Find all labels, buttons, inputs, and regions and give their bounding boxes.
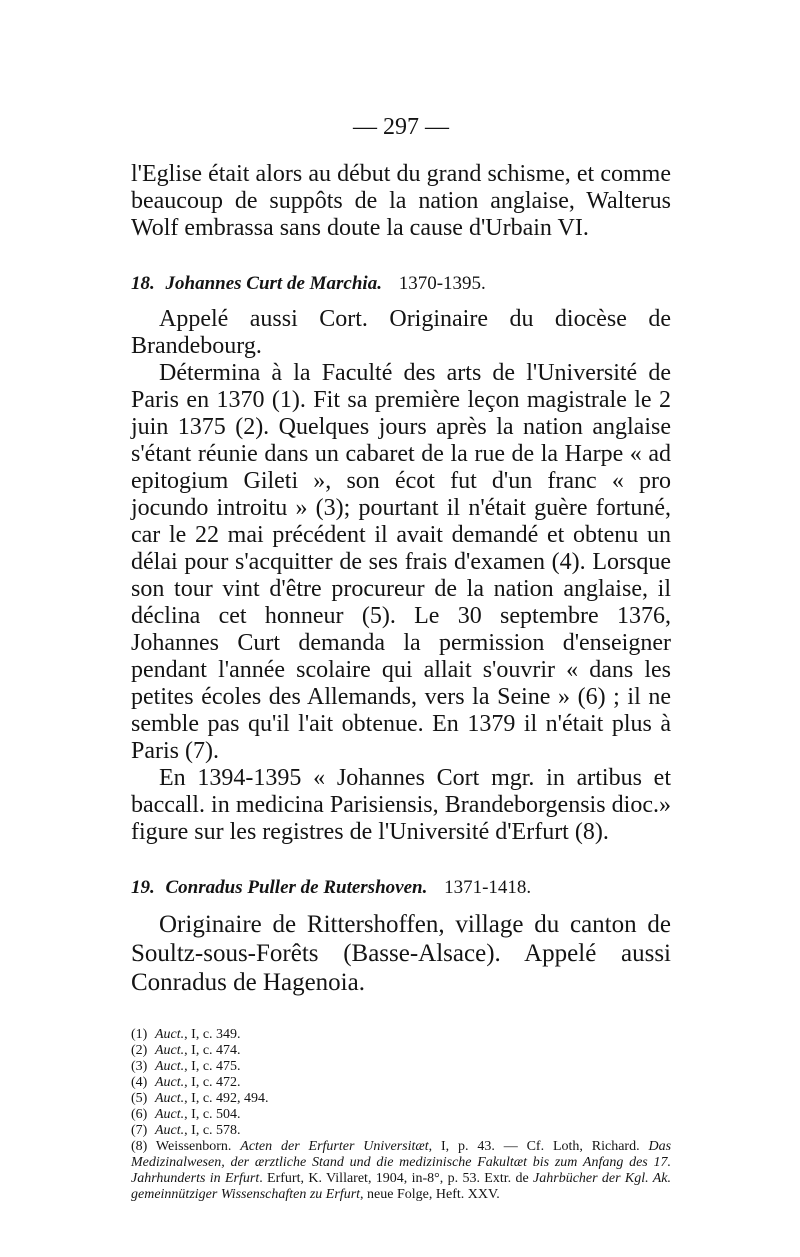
intro-paragraph: l'Eglise était alors au début du grand schisme, et comme beaucoup de suppôts de la nation anglaise, Walterus Wolf embrassa sans doute la cause d'Urbain VI. (131, 161, 671, 241)
book-page (131, 100, 671, 1203)
footnote-title: Acten der Erfurter Universitæt (240, 1139, 429, 1154)
footnote-4 (131, 1075, 671, 1091)
footnote-ref: Auct. (155, 1107, 185, 1122)
footnote-8 (131, 1139, 671, 1203)
footnote-7 (131, 1123, 671, 1139)
footnote-3 (131, 1059, 671, 1075)
entry-19-paragraph-1: Originaire de Rittershoffen, village du canton de Soultz-sous-Forêts (Basse-Alsace). Appelé aussi Conradus de Hagenoia. (131, 911, 671, 996)
entry-name: Conradus Puller de Rutershoven. (165, 877, 428, 898)
footnote-ref: Auct. (155, 1123, 185, 1138)
footnote-mark: (3) (131, 1059, 148, 1074)
footnote-ref: Auct. (155, 1075, 185, 1090)
footnote-text: . Erfurt, K. Villaret, 1904, in-8°, p. 53. Extr. de (259, 1171, 534, 1186)
entry-number: 18. (131, 273, 155, 294)
entry-name: Johannes Curt de Marchia. (165, 273, 382, 294)
footnote-ref: Auct. (155, 1027, 185, 1042)
entry-heading-18 (131, 272, 671, 296)
entry-heading-19 (131, 876, 671, 900)
footnote-mark: (6) (131, 1107, 148, 1122)
footnote-text: , I, c. 475. (184, 1059, 241, 1074)
footnote-text: , I, c. 492, 494. (184, 1091, 269, 1106)
entry-18-paragraph-2: Détermina à la Faculté des arts de l'Université de Paris en 1370 (1). Fit sa première leçon magistrale le 2 juin 1375 (2). Quelques jours après la nation anglaise s'étant réunie dans un cabaret de la rue de la Harpe « ad epitogium Gileti », son écot fut d'un franc « pro jocundo introitu » (3); pourtant il n'était guère fortuné, car le 22 mai précédent il avait demandé et obtenu un délai pour s'acquitter de ses frais d'examen (4). Lorsque son tour vint d'être procureur de la nation anglaise, il déclina cet honneur (5). Le 30 septembre 1376, Johannes Curt demanda la permission d'enseigner pendant l'année scolaire qui allait s'ouvrir « dans les petites écoles des Allemands, vers la Seine » (6) ; il ne semble pas qu'il l'ait obtenue. En 1379 il n'était plus à Paris (7). (131, 360, 671, 764)
footnote-text: , I, c. 504. (184, 1107, 241, 1122)
footnote-text: , I, c. 472. (184, 1075, 241, 1090)
page-number: — 297 — (353, 114, 449, 140)
footnote-6 (131, 1107, 671, 1123)
footnote-mark: (5) (131, 1091, 148, 1106)
footnote-text: , I, c. 578. (184, 1123, 241, 1138)
footnote-2 (131, 1043, 671, 1059)
footnote-text: , I, p. 43. — Cf. Loth, Richard. (428, 1139, 649, 1154)
footnote-text: , I, c. 349. (184, 1027, 241, 1042)
footnote-ref: Auct. (155, 1043, 185, 1058)
footnote-5 (131, 1091, 671, 1107)
footnote-mark: (2) (131, 1043, 148, 1058)
footnote-1 (131, 1027, 671, 1043)
entry-number: 19. (131, 877, 155, 898)
footnote-ref: Auct. (155, 1091, 185, 1106)
footnote-text: Weissenborn. (147, 1139, 241, 1154)
entry-18-paragraph-3: En 1394-1395 « Johannes Cort mgr. in artibus et baccall. in medicina Parisiensis, Brandeborgensis dioc.» figure sur les registres de l'Université d'Erfurt (8). (131, 765, 671, 845)
footnote-text: , neue Folge, Heft. XXV. (360, 1187, 500, 1202)
entry-dates: 1370-1395. (398, 273, 486, 294)
footnote-mark: (1) (131, 1027, 148, 1042)
footnote-title: Das Medizinalwesen, der ærztliche Stand und die medizinische Fakultæt bis zum Anfang des 17. Jahrhunderts in Erfurt (131, 1139, 672, 1186)
footnote-ref: Auct. (155, 1059, 185, 1074)
entry-dates: 1371-1418. (444, 877, 532, 898)
entry-18-paragraph-1: Appelé aussi Cort. Originaire du diocèse de Brandebourg. (131, 306, 671, 359)
footnote-title: Jahrbücher der Kgl. Ak. gemeinnütziger Wissenschaften zu Erfurt (131, 1171, 671, 1202)
footnote-mark: (8) (131, 1139, 148, 1154)
footnotes (131, 1027, 671, 1203)
footnote-mark: (7) (131, 1123, 148, 1138)
footnote-text: , I, c. 474. (184, 1043, 241, 1058)
footnote-mark: (4) (131, 1075, 148, 1090)
